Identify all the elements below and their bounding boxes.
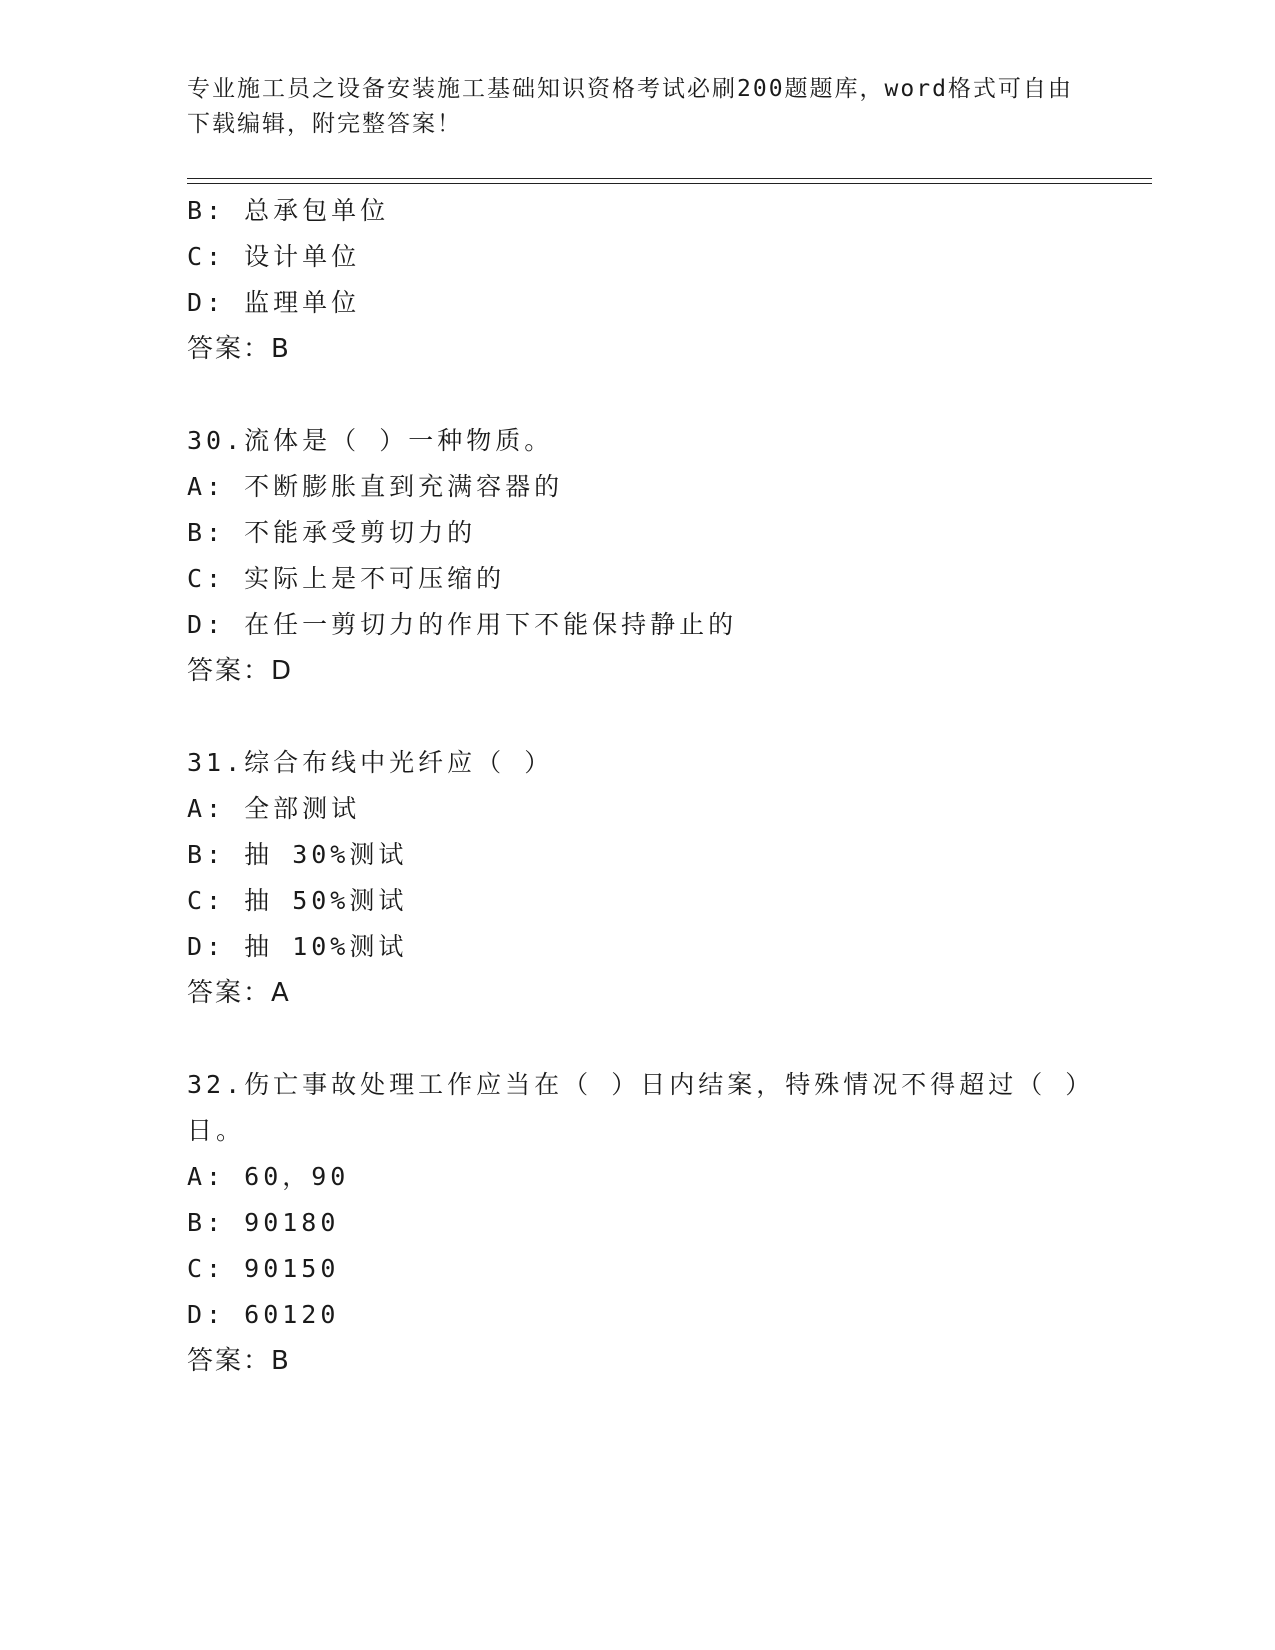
option-b: B: 总承包单位 bbox=[187, 196, 390, 225]
option-c: C: 设计单位 bbox=[187, 242, 361, 271]
option-a: A: 不断膨胀直到充满容器的 bbox=[187, 472, 564, 501]
question-list bbox=[187, 188, 1087, 1430]
document-header-title: 专业施工员之设备安装施工基础知识资格考试必刷200题题库，word格式可自由下载编辑，附完整答案！ bbox=[187, 76, 1073, 137]
answer-line: 答案：B bbox=[187, 334, 291, 364]
question-block-30 bbox=[187, 418, 1087, 694]
option-b: B: 抽 30%测试 bbox=[187, 840, 408, 869]
question-text: 32.伤亡事故处理工作应当在（ ）日内结案，特殊情况不得超过（ ）日。 bbox=[187, 1070, 1082, 1145]
question-block-31 bbox=[187, 740, 1087, 1016]
question-text: 30.流体是（ ）一种物质。 bbox=[187, 426, 554, 455]
option-b: B: 不能承受剪切力的 bbox=[187, 518, 477, 547]
answer-line: 答案：A bbox=[187, 978, 291, 1008]
option-c: C: 实际上是不可压缩的 bbox=[187, 564, 506, 593]
option-a: A: 全部测试 bbox=[187, 794, 361, 823]
answer-line: 答案：B bbox=[187, 1346, 291, 1376]
option-b: B: 90180 bbox=[187, 1208, 340, 1237]
option-d: D: 60120 bbox=[187, 1300, 340, 1329]
answer-line: 答案：D bbox=[187, 656, 294, 686]
header-divider-top bbox=[187, 178, 1152, 179]
option-c: C: 90150 bbox=[187, 1254, 340, 1283]
option-d: D: 抽 10%测试 bbox=[187, 932, 408, 961]
option-c: C: 抽 50%测试 bbox=[187, 886, 408, 915]
question-block-29 bbox=[187, 188, 1087, 372]
header-divider-bottom bbox=[187, 183, 1152, 184]
question-text: 31.综合布线中光纤应（ ） bbox=[187, 748, 554, 777]
option-a: A: 60，90 bbox=[187, 1162, 350, 1191]
option-d: D: 在任一剪切力的作用下不能保持静止的 bbox=[187, 610, 738, 639]
question-block-32 bbox=[187, 1062, 1087, 1384]
option-d: D: 监理单位 bbox=[187, 288, 361, 317]
